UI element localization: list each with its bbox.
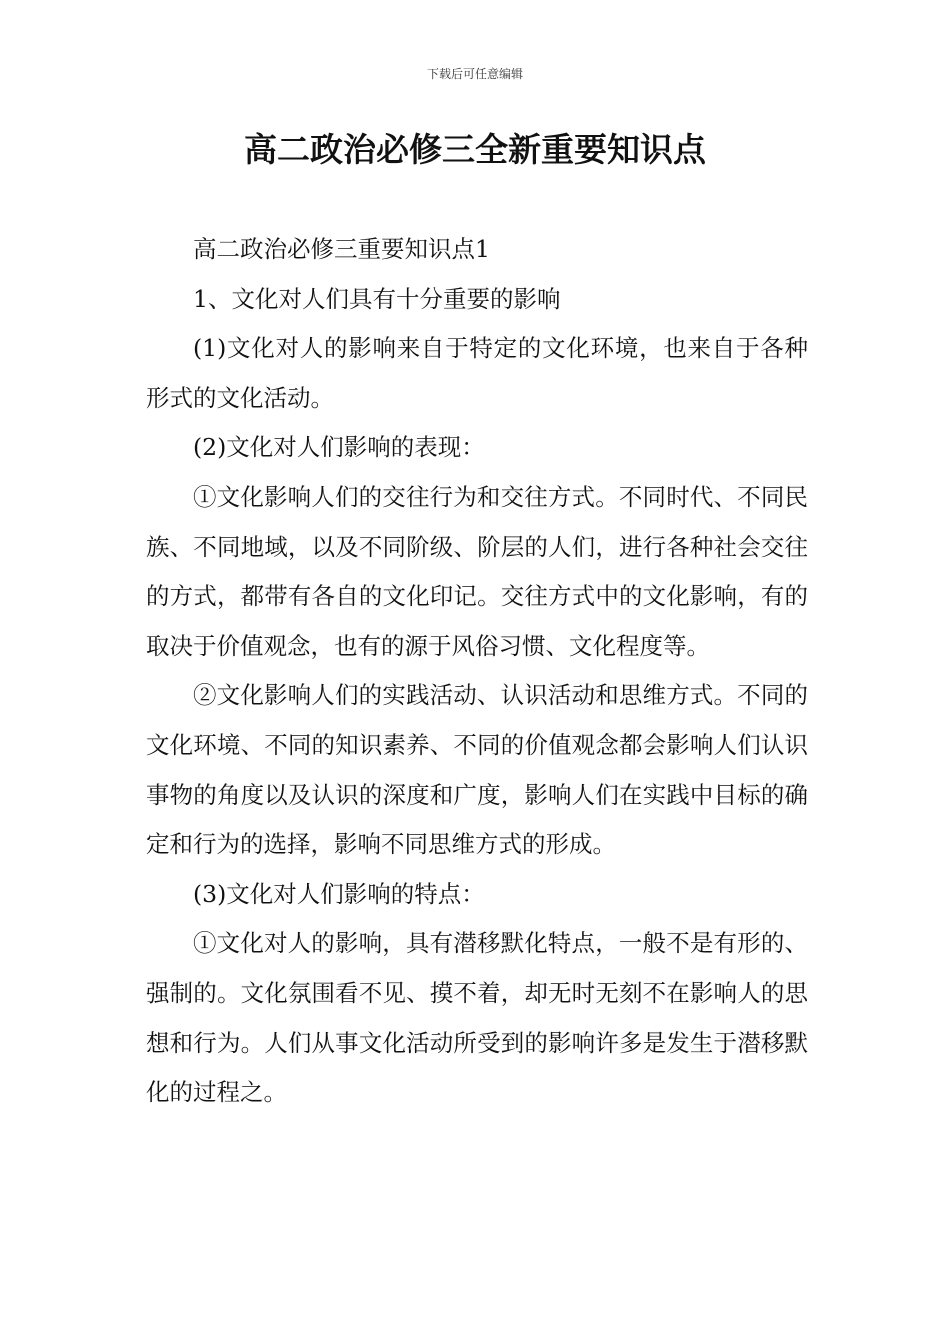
paragraph-subpoint-3: (3)文化对人们影响的特点：	[193, 879, 485, 908]
paragraph-item-2-1: ①文化影响人们的交往行为和交往方式。不同时代、不同民族、不同地域，以及不同阶级、阶层的人们，进行各种社会交往的方式，都带有各自的文化印记。交往方式中的文化影响，有的取决于价值观念，也有的源于风俗习惯、文化程度等。	[146, 482, 808, 660]
paragraph-item-2-2: ②文化影响人们的实践活动、认识活动和思维方式。不同的文化环境、不同的知识素养、不同的价值观念都会影响人们认识事物的角度以及认识的深度和广度，影响人们在实践中目标的确定和行为的选择，影响不同思维方式的形成。	[146, 681, 808, 859]
header-note: 下载后可任意编辑	[426, 67, 523, 81]
paragraph-section-heading: 高二政治必修三重要知识点1	[193, 235, 490, 263]
document-body	[146, 225, 808, 1118]
paragraph-point-1: 1、文化对人们具有十分重要的影响	[193, 284, 561, 313]
document-title: 高二政治必修三全新重要知识点	[244, 130, 706, 169]
paragraph-item-3-1: ①文化对人的影响，具有潜移默化特点，一般不是有形的、强制的。文化氛围看不见、摸不着，却无时无刻不在影响人的思想和行为。人们从事文化活动所受到的影响许多是发生于潜移默化的过程之。	[146, 929, 808, 1107]
paragraph-subpoint-1: (1)文化对人的影响来自于特定的文化环境，也来自于各种形式的文化活动。	[146, 334, 808, 412]
paragraph-subpoint-2: (2)文化对人们影响的表现：	[193, 433, 485, 462]
